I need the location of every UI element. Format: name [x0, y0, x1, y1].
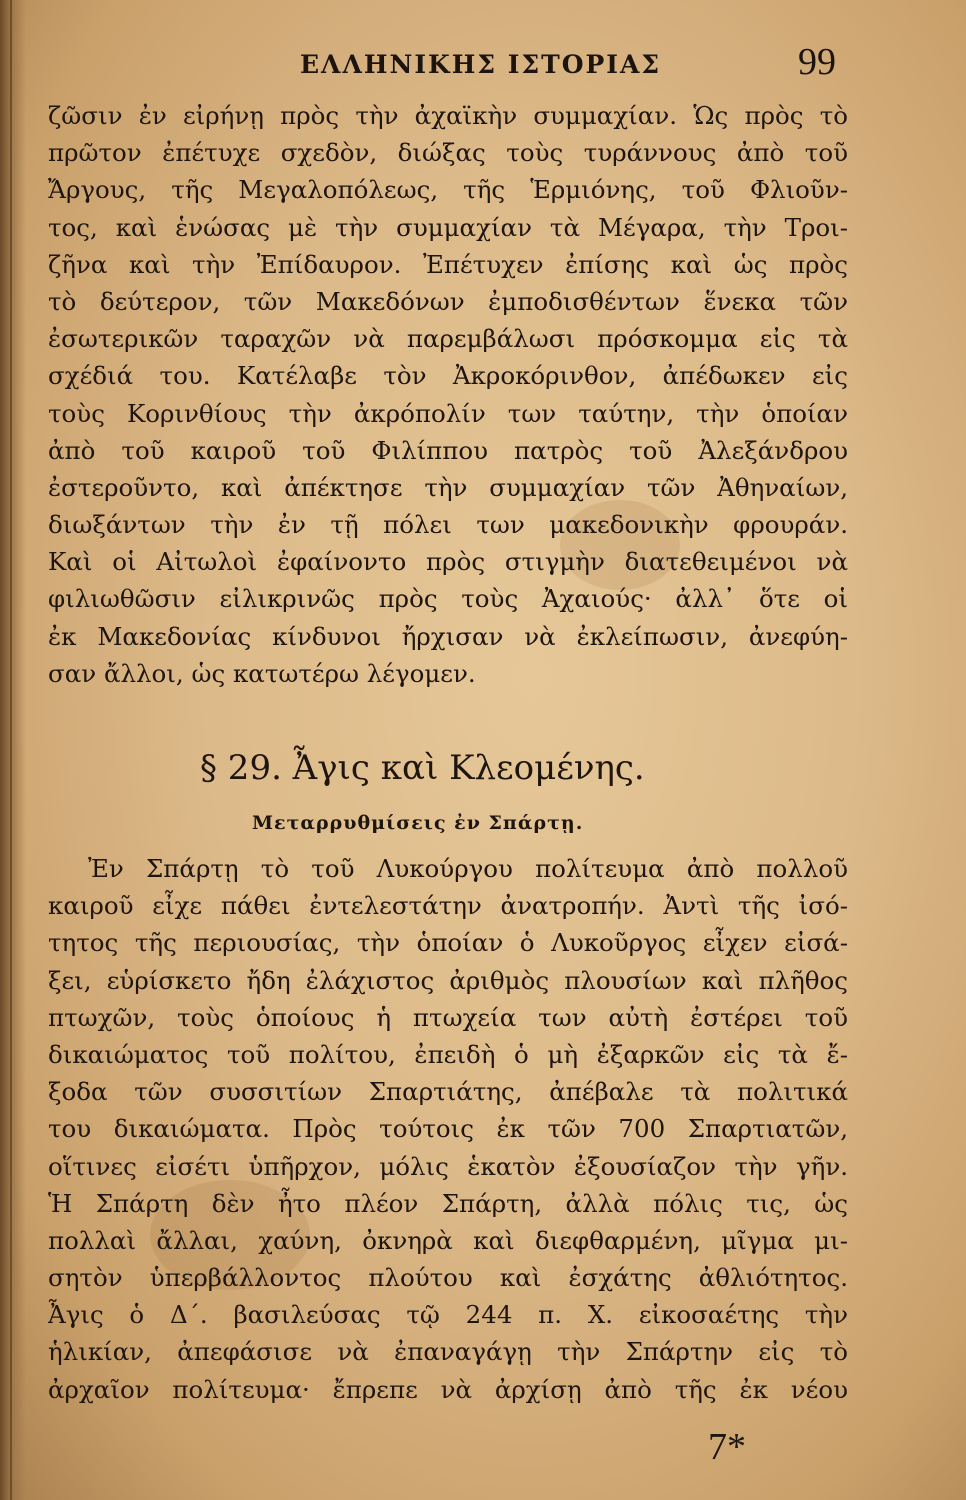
text-line: ἐσωτερικῶν ταραχῶν νὰ παρεμβάλωσι πρόσκομμα εἰς τὰ	[48, 324, 848, 354]
text-line: σητὸν ὑπερβάλλοντος πλούτου καὶ ἐσχάτης ἀθλιότητος.	[48, 1263, 848, 1293]
running-head: ΕΛΛΗΝΙΚΗΣ ΙΣΤΟΡΙΑΣ	[300, 50, 662, 79]
text-line: φιλιωθῶσιν εἰλικρινῶς πρὸς τοὺς Ἀχαιούς· ἀλλ᾽ ὅτε οἱ	[48, 584, 848, 614]
text-line: ἀρχαῖον πολίτευμα· ἔπρεπε νὰ ἀρχίσῃ ἀπὸ τῆς ἐκ νέου	[48, 1374, 848, 1404]
text-line: ξοδα τῶν συσσιτίων Σπαρτιάτης, ἀπέβαλε τὰ πολιτικά	[48, 1077, 848, 1107]
text-line: καιροῦ εἶχε πάθει ἐντελεστάτην ἀνατροπήν. Ἀντὶ τῆς ἰσό-	[48, 891, 848, 921]
text-line: οἵτινες εἰσέτι ὑπῆρχον, μόλις ἑκατὸν ἐξουσίαζον τὴν γῆν.	[48, 1151, 848, 1181]
page-header	[0, 40, 966, 100]
section-heading: § 29. Ἆγις καὶ Κλεομένης.	[200, 748, 645, 788]
text-line: ζῆνα καὶ τὴν Ἐπίδαυρον. Ἐπέτυχεν ἐπίσης καὶ ὡς πρὸς	[48, 249, 848, 279]
text-line: ἐκ Μακεδονίας κίνδυνοι ἤρχισαν νὰ ἐκλείπωσιν, ἀνεφύη-	[48, 621, 848, 651]
text-line: σχέδιά του. Κατέλαβε τὸν Ἀκροκόρινθον, ἀπέδωκεν εἰς	[48, 361, 848, 391]
text-line: τὸ δεύτερον, τῶν Μακεδόνων ἐμποδισθέντων ἕνεκα τῶν	[48, 286, 848, 316]
printer-signature-mark: 7*	[708, 1426, 746, 1468]
text-line: τητος τῆς περιουσίας, τὴν ὁποίαν ὁ Λυκοῦργος εἶχεν εἰσά-	[48, 928, 848, 958]
text-line: Ἡ Σπάρτη δὲν ἦτο πλέον Σπάρτη, ἀλλὰ πόλις τις, ὡς	[48, 1188, 848, 1218]
text-line: του δικαιώματα. Πρὸς τούτοις ἐκ τῶν 700 Σπαρτιατῶν,	[48, 1114, 848, 1144]
text-line: ἀπὸ τοῦ καιροῦ τοῦ Φιλίππου πατρὸς τοῦ Ἀλεξάνδρου	[48, 435, 848, 465]
text-line: τος, καὶ ἑνώσας μὲ τὴν συμμαχίαν τὰ Μέγαρα, τὴν Τροι-	[48, 212, 848, 242]
text-line: Καὶ οἱ Αἰτωλοὶ ἐφαίνοντο πρὸς στιγμὴν διατεθειμένοι νὰ	[48, 547, 848, 577]
text-line: ξει, εὑρίσκετο ἤδη ἐλάχιστος ἀριθμὸς πλουσίων καὶ πλῆθος	[48, 965, 848, 995]
paragraph-2	[48, 850, 848, 1408]
text-line: Ἐν Σπάρτῃ τὸ τοῦ Λυκούργου πολίτευμα ἀπὸ πολλοῦ	[88, 854, 848, 883]
text-line: τοὺς Κορινθίους τὴν ἀκρόπολίν των ταύτην, τὴν ὁποίαν	[48, 398, 848, 428]
text-line: ζῶσιν ἐν εἰρήνῃ πρὸς τὴν ἀχαϊκὴν συμμαχίαν. Ὡς πρὸς τὸ	[48, 101, 848, 130]
text-line: Ἆγις ὁ Δ΄. βασιλεύσας τῷ 244 π. Χ. εἰκοσαέτης τὴν	[48, 1300, 848, 1330]
page-binding	[0, 0, 26, 1500]
text-line: ἐστεροῦντο, καὶ ἀπέκτησε τὴν συμμαχίαν τῶν Ἀθηναίων,	[48, 472, 848, 502]
text-line: πτωχῶν, τοὺς ὁποίους ἡ πτωχεία των αὐτὴ ἐστέρει τοῦ	[48, 1002, 848, 1032]
text-line: πολλαὶ ἄλλαι, χαύνη, ὀκνηρὰ καὶ διεφθαρμένη, μῖγμα μι-	[48, 1225, 848, 1255]
text-line: ἡλικίαν, ἀπεφάσισε νὰ ἐπαναγάγῃ τὴν Σπάρτην εἰς τὸ	[48, 1337, 848, 1367]
text-line: πρῶτον ἐπέτυχε σχεδὸν, διώξας τοὺς τυράννους ἀπὸ τοῦ	[48, 138, 848, 168]
text-line: δικαιώματος τοῦ πολίτου, ἐπειδὴ ὁ μὴ ἐξαρκῶν εἰς τὰ ἔ-	[48, 1039, 848, 1069]
spine-edge	[10, 0, 12, 1500]
page-number: 99	[798, 41, 836, 83]
text-line: Ἄργους, τῆς Μεγαλοπόλεως, τῆς Ἑρμιόνης, τοῦ Φλιοῦν-	[48, 175, 848, 205]
text-line: σαν ἄλλοι, ὡς κατωτέρω λέγομεν.	[48, 658, 476, 688]
section-subtitle: Μεταρρυθμίσεις ἐν Σπάρτῃ.	[252, 812, 584, 834]
text-line: διωξάντων τὴν ἐν τῇ πόλει των μακεδονικὴν φρουράν.	[48, 510, 848, 540]
paragraph-1	[48, 97, 848, 692]
